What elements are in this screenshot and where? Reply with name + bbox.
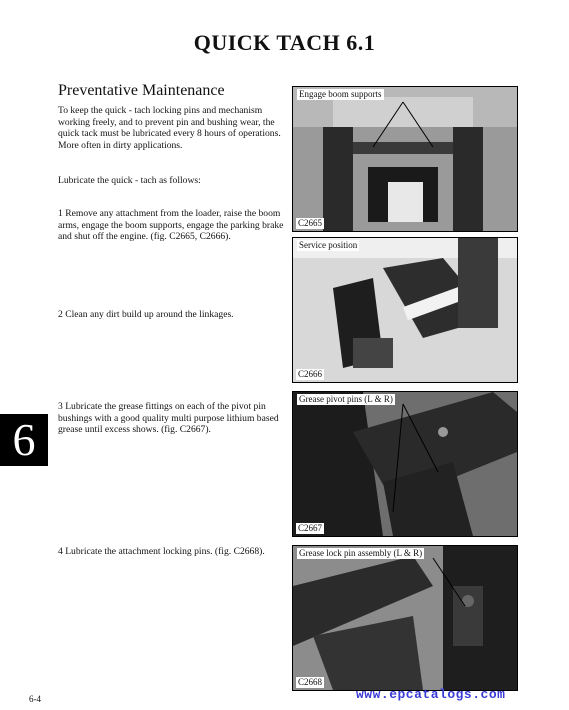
figure-c2666-photo — [293, 238, 517, 382]
figure-c2668 — [292, 545, 518, 691]
step-4: 4 Lubricate the attachment locking pins. (fig. C2668). — [58, 546, 265, 557]
figure-c2665 — [292, 86, 518, 232]
figure-caption: Engage boom supports — [299, 89, 382, 99]
figure-c2667-photo — [293, 392, 517, 536]
step-3: 3 Lubricate the grease fittings on each of the pivot pin bushings with a good quality multi purpose lithium based grease until excess shows. (fig. C2667). — [58, 401, 279, 436]
step-1: 1 Remove any attachment from the loader, raise the boom arms, engage the boom supports, engage the parking brake and shut off the engine. (fig. C2665, C2666). — [58, 208, 284, 243]
section-heading: Preventative Maintenance — [58, 82, 225, 99]
figure-caption: Grease lock pin assembly (L & R) — [299, 548, 423, 558]
figure-caption: Grease pivot pins (L & R) — [299, 394, 393, 404]
page-title: QUICK TACH 6.1 — [193, 30, 376, 55]
figure-code: C2668 — [298, 677, 323, 687]
figure-code: C2665 — [298, 218, 323, 228]
intro-paragraph: To keep the quick - tach locking pins and mechanism working freely, and to prevent pin and bushing wear, the quick tack must be lubricated every 8 hours of operations. More often in dirty applications. — [58, 105, 281, 151]
figure-code: C2667 — [298, 523, 323, 533]
figure-caption: Service position — [299, 240, 358, 250]
figure-c2668-photo — [293, 546, 517, 690]
figure-code: C2666 — [298, 369, 323, 379]
figure-c2665-photo — [293, 87, 517, 231]
watermark: www.epcatalogs.com — [356, 687, 506, 702]
step-2: 2 Clean any dirt build up around the linkages. — [58, 309, 234, 320]
chapter-tab: 6 — [0, 414, 48, 466]
page-number: 6-4 — [29, 694, 41, 704]
lubricate-intro: Lubricate the quick - tach as follows: — [58, 175, 201, 186]
figure-c2666 — [292, 237, 518, 383]
figure-c2667 — [292, 391, 518, 537]
